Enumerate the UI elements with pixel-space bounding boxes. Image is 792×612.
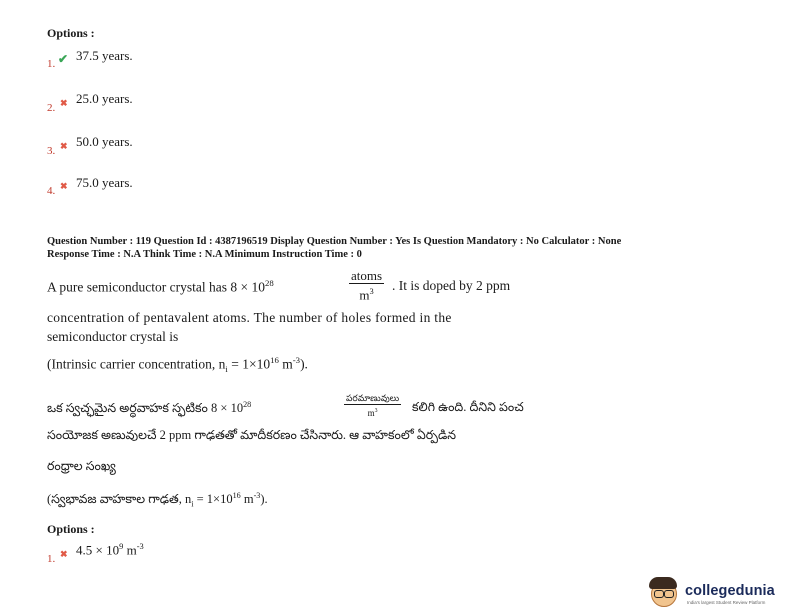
option-number: 2. <box>47 102 56 114</box>
question-line-1-end: కలిగి ఉంది. దీనిని పంచ <box>412 400 524 414</box>
question-line-1: ఒక స్వచ్ఛమైన అర్ధవాహక స్ఫటికం $8 \times 10^{28}$ <box>47 400 252 416</box>
question-line-4: (Intrinsic carrier concentration, $n_i = 1\times 10^{16}$ $m^{-3}$). <box>47 355 308 375</box>
question-line-4: (స్వభావజ వాహకాల గాఢత, $n_i = 1\times 10^{16}$ $m^{-3}$). <box>47 491 268 509</box>
option-number: 3. <box>47 145 56 157</box>
logo-name: collegedunia <box>685 583 775 599</box>
cross-icon: ✖ <box>60 98 68 108</box>
option-text: 25.0 years. <box>76 91 133 106</box>
question-line-3: semiconductor crystal is <box>47 329 179 344</box>
option-number: 4. <box>47 185 56 197</box>
option-text: $4.5 \times 10^9$ $m^{-3}$ <box>76 541 144 558</box>
question-line-1-end: . It is doped by 2 ppm <box>392 278 511 293</box>
logo-tagline: India's largest Student Review Platform <box>687 600 766 605</box>
question-line-2: concentration of pentavalent atoms. The number of holes formed in the <box>47 310 452 325</box>
option-number: 1. <box>47 58 56 70</box>
question-line-1: A pure semiconductor crystal has $8 \times 10^{28}$ <box>47 278 274 295</box>
collegedunia-logo <box>651 581 785 609</box>
question-meta-line-2: Response Time : N.A Think Time : N.A Minimum Instruction Time : 0 <box>47 249 362 260</box>
option-number: 1. <box>47 553 56 565</box>
unit-fraction: పరమాణువులు $m^3$ <box>346 393 400 418</box>
cross-icon: ✖ <box>60 549 68 559</box>
options-heading: Options : <box>47 26 95 40</box>
question-meta-line-1: Question Number : 119 Question Id : 4387196519 Display Question Number : Yes Is Question Mandatory : No Calculator : None <box>47 236 622 247</box>
unit-fraction: atoms $m^3$ <box>351 268 383 303</box>
option-text: 37.5 years. <box>76 48 133 63</box>
cross-icon: ✖ <box>60 181 68 191</box>
option-text: 50.0 years. <box>76 134 133 149</box>
mascot-hair <box>649 577 677 589</box>
options-heading: Options : <box>47 522 95 536</box>
option-text: 75.0 years. <box>76 175 133 190</box>
glasses-icon <box>654 590 664 598</box>
cross-icon: ✖ <box>60 141 68 151</box>
checkmark-icon: ✔ <box>58 52 69 66</box>
question-line-2: సంయోజక అణువులచే 2 ppm గాఢతతో మాదీకరణం చేసినారు. ఆ వాహకంలో ఏర్పడిన <box>47 428 456 442</box>
question-line-3: రంధ్రాల సంఖ్య <box>47 459 116 473</box>
glasses-icon <box>664 590 674 598</box>
